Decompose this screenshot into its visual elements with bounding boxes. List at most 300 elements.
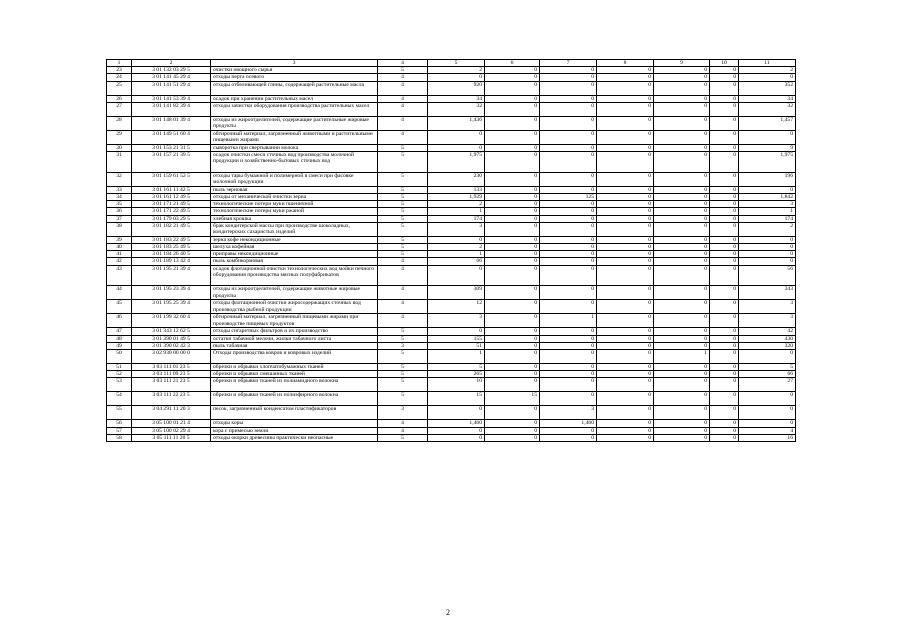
value-cell: 0 [597,371,654,378]
row-number-cell: 48 [107,335,132,342]
value-cell: 0 [654,427,710,434]
value-cell: 3 [739,300,796,314]
hazard-class-cell: 5 [378,152,428,173]
waste-code-cell: 3 01 153 21 31 5 [132,144,211,151]
row-number-cell: 38 [107,222,132,236]
value-cell: 0 [654,434,710,441]
value-cell: 0 [654,172,710,186]
value-cell: 0 [428,406,485,420]
value-cell: 0 [710,342,739,349]
value-cell: 0 [428,427,485,434]
value-cell: 0 [654,74,710,81]
value-cell: 0 [654,144,710,151]
value-cell: 0 [485,236,540,243]
value-cell: 27 [739,378,796,392]
value-cell: 4 [739,427,796,434]
value-cell: 0 [654,286,710,300]
value-cell: 0 [739,130,796,144]
row-number-cell: 49 [107,342,132,349]
value-cell: 3 [428,314,485,328]
waste-name-cell: приправы некондиционные [211,251,378,258]
hazard-class-cell: 4 [378,95,428,102]
waste-name-cell: отходы окорки древесины практически неопасные [211,434,378,441]
value-cell: 32 [428,102,485,116]
value-cell: 0 [710,300,739,314]
value-cell: 0 [597,236,654,243]
waste-code-cell: 3 01 343 12 62 5 [132,328,211,335]
value-cell: 0 [540,265,597,286]
row-number-cell: 31 [107,152,132,173]
row-number-cell: 55 [107,406,132,420]
value-cell: 10 [428,378,485,392]
row-number-cell: 25 [107,81,132,95]
hazard-class-cell: 5 [378,67,428,74]
value-cell: 1 [739,208,796,215]
value-cell: 0 [540,116,597,130]
column-header-8: 8 [597,60,654,67]
hazard-class-cell: 4 [378,102,428,116]
value-cell: 0 [654,236,710,243]
value-cell: 0 [710,186,739,193]
waste-name-cell: зерна кофе некондиционные [211,236,378,243]
row-number-cell: 43 [107,265,132,286]
value-cell: 0 [485,378,540,392]
hazard-class-cell: 4 [378,300,428,314]
waste-name-cell: отходы перга осевого [211,74,378,81]
value-cell: 0 [485,172,540,186]
waste-code-cell: 3 03 111 01 23 5 [132,364,211,371]
waste-name-cell: обтирочный материал, загрязненный животными и растительными пищевыми жирами [211,130,378,144]
waste-code-cell: 3 01 161 11 42 5 [132,186,211,193]
value-cell: 0 [485,194,540,201]
table-row [107,236,796,243]
value-cell: 0 [597,152,654,173]
value-cell: 0 [540,208,597,215]
value-cell: 0 [485,335,540,342]
waste-name-cell: отходы от механической очистки зерна [211,194,378,201]
value-cell: 0 [597,378,654,392]
value-cell: 1 [540,314,597,328]
value-cell: 0 [485,427,540,434]
table-row [107,420,796,427]
value-cell: 0 [710,434,739,441]
value-cell: 66 [428,258,485,265]
hazard-class-cell: 5 [378,371,428,378]
value-cell: 0 [485,208,540,215]
value-cell: 0 [739,392,796,406]
value-cell: 0 [485,130,540,144]
table-row [107,342,796,349]
row-number-cell: 35 [107,201,132,208]
value-cell: 3 [739,314,796,328]
table-row [107,222,796,236]
value-cell: 0 [597,300,654,314]
row-number-cell: 41 [107,251,132,258]
value-cell: 0 [739,74,796,81]
row-number-cell: 44 [107,286,132,300]
value-cell: 0 [485,215,540,222]
waste-name-cell: хлебная крошка [211,215,378,222]
table-row [107,244,796,251]
value-cell: 5 [739,364,796,371]
waste-name-cell: отходы коры [211,420,378,427]
waste-name-cell: остатки табачной мелочи, жилки табачного листа [211,335,378,342]
hazard-class-cell: 5 [378,208,428,215]
table-row [107,265,796,286]
hazard-class-cell: 4 [378,420,428,427]
waste-code-cell: 3 05 100 02 29 4 [132,427,211,434]
waste-code-cell: 3 01 132 03 29 5 [132,67,211,74]
value-cell: 0 [485,144,540,151]
row-number-cell: 53 [107,378,132,392]
column-header-7: 7 [540,60,597,67]
value-cell: 0 [654,222,710,236]
waste-name-cell: обтирочный материал, загрязненный пищевыми жирами при производстве пищевых продуктов [211,314,378,328]
value-cell: 0 [428,74,485,81]
value-cell: 0 [485,102,540,116]
value-cell: 0 [540,172,597,186]
value-cell: 0 [597,244,654,251]
value-cell: 0 [540,342,597,349]
value-cell: 0 [540,300,597,314]
value-cell: 0 [654,95,710,102]
row-number-cell: 30 [107,144,132,151]
value-cell: 133 [428,186,485,193]
waste-name-cell: отходы отбеливающей глины, содержащей растительные масла [211,81,378,95]
hazard-class-cell: 4 [378,74,428,81]
value-cell: 0 [710,251,739,258]
hazard-class-cell: 5 [378,251,428,258]
value-cell: 0 [485,314,540,328]
value-cell: 0 [540,427,597,434]
value-cell: 0 [654,244,710,251]
hazard-class-cell: 4 [378,265,428,286]
value-cell: 1,460 [428,420,485,427]
table-row [107,335,796,342]
value-cell: 0 [597,328,654,335]
value-cell: 0 [654,186,710,193]
value-cell: 0 [739,406,796,420]
table-row [107,251,796,258]
value-cell: 0 [597,342,654,349]
table-row [107,328,796,335]
value-cell: 0 [597,258,654,265]
value-cell: 2 [739,222,796,236]
waste-name-cell: отходы из жироотделителей, содержащие животные жировые продукты [211,286,378,300]
waste-name-cell: обрезки и обрывки тканей из полиэфирного волокна [211,392,378,406]
waste-code-cell: 3 01 179 03 29 5 [132,215,211,222]
value-cell: 0 [710,95,739,102]
value-cell: 0 [597,172,654,186]
value-cell: 0 [710,102,739,116]
value-cell: 0 [597,186,654,193]
value-cell: 0 [654,406,710,420]
value-cell: 0 [597,215,654,222]
value-cell: 0 [485,364,540,371]
waste-name-cell: брак кондитерской массы при производстве шоколадных, кондитерских сахаристых изделий [211,222,378,236]
value-cell: 0 [710,215,739,222]
value-cell: 0 [597,144,654,151]
waste-name-cell: обрезки и обрывки смешанных тканей [211,371,378,378]
value-cell: 0 [654,130,710,144]
value-cell: 0 [428,236,485,243]
value-cell: 0 [654,194,710,201]
waste-name-cell: отходы из жироотделителей, содержащие растительные жировые продукты [211,116,378,130]
value-cell: 155 [428,335,485,342]
value-cell: 0 [710,314,739,328]
waste-name-cell: пыль комбикормовая [211,258,378,265]
value-cell: 0 [710,427,739,434]
value-cell: 0 [710,172,739,186]
waste-name-cell: Отходы производства ковров и ковровых изделий [211,350,378,364]
value-cell: 16 [739,434,796,441]
hazard-class-cell: 5 [378,201,428,208]
value-cell: 0 [597,95,654,102]
value-cell: 0 [485,251,540,258]
value-cell: 0 [739,186,796,193]
value-cell: 0 [485,201,540,208]
value-cell: 0 [654,81,710,95]
row-number-cell: 27 [107,102,132,116]
value-cell: 0 [540,434,597,441]
table-row [107,74,796,81]
value-cell: 0 [710,364,739,371]
value-cell: 56 [739,265,796,286]
value-cell: 0 [540,130,597,144]
row-number-cell: 33 [107,186,132,193]
table-row [107,152,796,173]
waste-name-cell: очистки овощного сырья [211,67,378,74]
value-cell: 1,975 [428,152,485,173]
value-cell: 1 [428,350,485,364]
value-cell: 34 [739,95,796,102]
value-cell: 0 [485,420,540,427]
value-cell: 0 [710,265,739,286]
value-cell: 0 [739,258,796,265]
row-number-cell: 42 [107,258,132,265]
value-cell: 0 [710,236,739,243]
waste-name-cell: шелуха кофейная [211,244,378,251]
value-cell: 1,842 [739,194,796,201]
value-cell: 0 [540,81,597,95]
value-cell: 32 [739,102,796,116]
value-cell: 0 [540,371,597,378]
value-cell: 0 [540,392,597,406]
value-cell: 0 [540,144,597,151]
value-cell: 0 [739,244,796,251]
value-cell: 0 [739,350,796,364]
value-cell: 15 [485,392,540,406]
waste-name-cell: обрезки и обрывки хлопчатобумажных тканей [211,364,378,371]
value-cell: 0 [540,378,597,392]
value-cell: 0 [739,420,796,427]
value-cell: 174 [739,215,796,222]
value-cell: 0 [597,314,654,328]
value-cell: 0 [710,286,739,300]
value-cell: 0 [597,350,654,364]
table-row [107,314,796,328]
value-cell: 0 [540,95,597,102]
waste-code-cell: 3 03 111 22 23 5 [132,392,211,406]
value-cell: 0 [654,258,710,265]
row-number-cell: 51 [107,364,132,371]
value-cell: 0 [710,378,739,392]
value-cell: 0 [540,222,597,236]
value-cell: 0 [654,201,710,208]
value-cell: 3 [428,222,485,236]
value-cell: 0 [710,258,739,265]
waste-code-cell: 3 01 183 25 49 5 [132,244,211,251]
value-cell: 0 [710,371,739,378]
value-cell: 0 [597,81,654,95]
value-cell: 15 [428,392,485,406]
waste-code-cell: 3 01 171 22 49 5 [132,208,211,215]
value-cell: 0 [654,420,710,427]
value-cell: 0 [710,201,739,208]
value-cell: 0 [710,81,739,95]
waste-code-cell: 3 01 149 51 60 4 [132,130,211,144]
waste-code-cell: 3 01 141 82 39 4 [132,102,211,116]
row-number-cell: 26 [107,95,132,102]
waste-code-cell: 3 03 111 21 23 5 [132,378,211,392]
value-cell: 0 [654,378,710,392]
row-number-cell: 32 [107,172,132,186]
waste-code-cell: 3 01 161 12 49 5 [132,194,211,201]
waste-name-cell: осадок флотационной очистки технологических вод мойки печного оборудования производства мясных полуфабрикатов [211,265,378,286]
table-row [107,208,796,215]
hazard-class-cell: 5 [378,144,428,151]
value-cell: 0 [540,201,597,208]
value-cell: 0 [540,74,597,81]
value-cell: 0 [710,244,739,251]
value-cell: 0 [654,116,710,130]
value-cell: 0 [540,364,597,371]
table-row [107,95,796,102]
value-cell: 0 [597,67,654,74]
table-row [107,201,796,208]
row-number-cell: 58 [107,434,132,441]
waste-name-cell: осадок очистки смеси сточных вод производства молочной продукции и хозяйственно-бытовых сточных вод [211,152,378,173]
value-cell: 0 [654,152,710,173]
row-number-cell: 37 [107,215,132,222]
value-cell: 0 [540,67,597,74]
value-cell: 430 [739,335,796,342]
value-cell: 5 [428,364,485,371]
row-number-cell: 54 [107,392,132,406]
value-cell: 0 [540,251,597,258]
value-cell: 0 [597,406,654,420]
value-cell: 0 [485,371,540,378]
value-cell: 0 [485,328,540,335]
value-cell: 0 [710,222,739,236]
table-row [107,172,796,186]
value-cell: 0 [428,144,485,151]
waste-name-cell: сыворотка при свертывании молока [211,144,378,151]
value-cell: 0 [710,67,739,74]
waste-code-cell: 3 02 930 00 00 0 [132,350,211,364]
table-row [107,371,796,378]
column-header-5: 5 [428,60,485,67]
table-row [107,350,796,364]
waste-code-cell: 3 01 183 22 49 5 [132,236,211,243]
value-cell: 0 [428,130,485,144]
value-cell: 1,460 [540,420,597,427]
value-cell: 0 [654,392,710,406]
waste-code-cell: 3 01 141 45 29 4 [132,74,211,81]
hazard-class-cell: 5 [378,194,428,201]
waste-name-cell: осадок при хранении растительных масел [211,95,378,102]
value-cell: 0 [710,130,739,144]
waste-name-cell: отходы флотационной очистки жиросодержащих сточных вод производства рыбной продукции [211,300,378,314]
waste-code-cell: 3 01 159 61 52 5 [132,172,211,186]
value-cell: 0 [654,300,710,314]
value-cell: 0 [540,328,597,335]
value-cell: 0 [654,328,710,335]
hazard-class-cell: 5 [378,350,428,364]
value-cell: 0 [485,434,540,441]
value-cell: 0 [540,350,597,364]
value-cell: 0 [485,81,540,95]
waste-name-cell: песок, загрязненный конденсатом пластификаторов [211,406,378,420]
hazard-class-cell: 5 [378,392,428,406]
value-cell: 0 [654,67,710,74]
report-table-container [106,59,795,442]
value-cell: 0 [540,258,597,265]
hazard-class-cell: 3 [378,342,428,349]
waste-code-cell: 3 01 141 51 29 4 [132,81,211,95]
value-cell: 0 [485,286,540,300]
value-cell: 125 [540,194,597,201]
waste-code-cell: 3 01 148 01 39 4 [132,116,211,130]
value-cell: 0 [428,328,485,335]
waste-code-cell: 3 01 199 32 60 4 [132,314,211,328]
column-header-4: 4 [378,60,428,67]
value-cell: 0 [710,335,739,342]
hazard-class-cell: 5 [378,328,428,335]
value-cell: 0 [597,194,654,201]
value-cell: 0 [485,350,540,364]
value-cell: 0 [485,116,540,130]
value-cell: 0 [428,265,485,286]
value-cell: 0 [710,350,739,364]
value-cell: 343 [739,286,796,300]
value-cell: 230 [428,172,485,186]
waste-name-cell: отходы зачистки оборудования производства растительных масел [211,102,378,116]
value-cell: 0 [654,251,710,258]
value-cell: 0 [597,335,654,342]
waste-code-cell: 3 05 111 11 20 5 [132,434,211,441]
table-row [107,434,796,441]
row-number-cell: 40 [107,244,132,251]
waste-code-cell: 3 01 195 21 39 4 [132,265,211,286]
value-cell: 0 [597,130,654,144]
table-row [107,186,796,193]
waste-code-cell: 3 01 390 01 49 5 [132,335,211,342]
hazard-class-cell: 5 [378,364,428,371]
table-row [107,364,796,371]
value-cell: 0 [597,434,654,441]
column-header-1: 1 [107,60,132,67]
waste-name-cell: пыль табачная [211,342,378,349]
table-row [107,378,796,392]
waste-name-cell: технологические потери муки ржаной [211,208,378,215]
hazard-class-cell: 5 [378,215,428,222]
waste-name-cell: отходы тары бумажной и полимерной в смеси при фасовке молочной продукции [211,172,378,186]
hazard-class-cell: 4 [378,314,428,328]
value-cell: 0 [597,251,654,258]
value-cell: 0 [710,74,739,81]
value-cell: 0 [540,236,597,243]
